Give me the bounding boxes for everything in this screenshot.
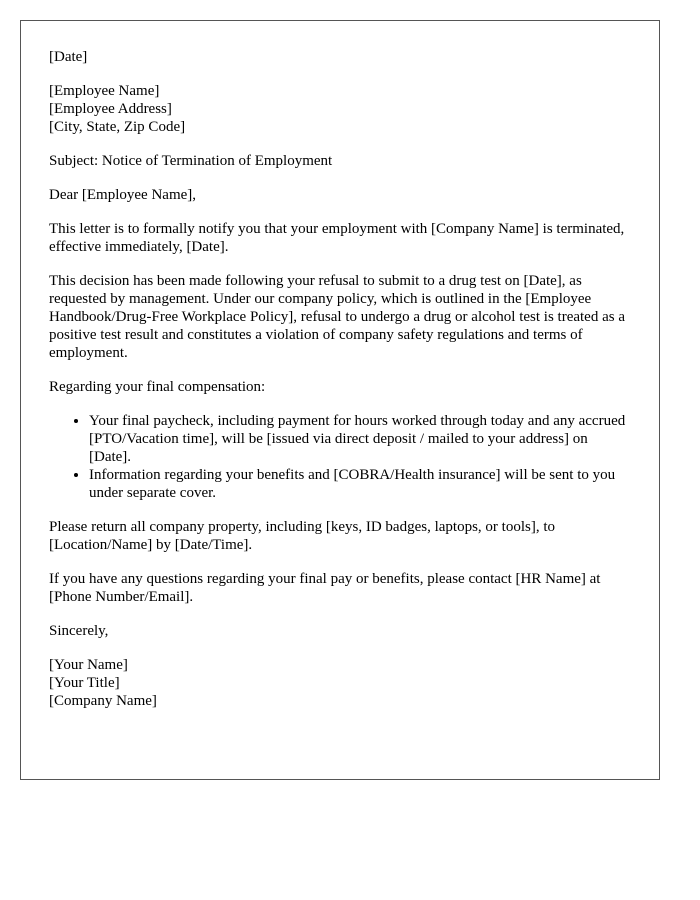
signature-block	[49, 656, 631, 710]
recipient-address: [Employee Address]	[49, 101, 172, 117]
contact-paragraph: If you have any questions regarding your final pay or benefits, please contact [HR Name] at [Phone Number/Email].	[49, 571, 601, 605]
sender-title: [Your Title]	[49, 675, 120, 691]
reason-paragraph: This decision has been made following your refusal to submit to a drug test on [Date], as requested by management. Under our company policy, which is outlined in the [Employee Handbook/Drug-Free Workplace Policy], refusal to undergo a drug or alcohol test is treated as a positive test result and constitutes a violation of company safety regulations and terms of employment.	[49, 273, 625, 361]
compensation-list	[49, 412, 631, 502]
sender-name: [Your Name]	[49, 657, 128, 673]
recipient-name: [Employee Name]	[49, 83, 160, 99]
letter-date: [Date]	[49, 49, 88, 65]
recipient-city-state-zip: [City, State, Zip Code]	[49, 119, 186, 135]
letter-subject: Subject: Notice of Termination of Employment	[49, 153, 333, 169]
recipient-block	[49, 82, 631, 136]
letter-page	[20, 20, 660, 780]
compensation-intro: Regarding your final compensation:	[49, 379, 266, 395]
list-item: • Information regarding your benefits and [COBRA/Health insurance] will be sent to you under separate cover.	[89, 466, 631, 502]
letter-closing: Sincerely,	[49, 623, 109, 639]
list-item: • Your final paycheck, including payment for hours worked through today and any accrued [PTO/Vacation time], will be [issued via direct deposit / mailed to your address] on [Date].	[89, 412, 631, 466]
property-paragraph: Please return all company property, including [keys, ID badges, laptops, or tools], to [Location/Name] by [Date/Time].	[49, 519, 555, 553]
letter-salutation: Dear [Employee Name],	[49, 187, 197, 203]
termination-paragraph: This letter is to formally notify you that your employment with [Company Name] is terminated, effective immediately, [Date].	[49, 221, 625, 255]
sender-company: [Company Name]	[49, 693, 157, 709]
